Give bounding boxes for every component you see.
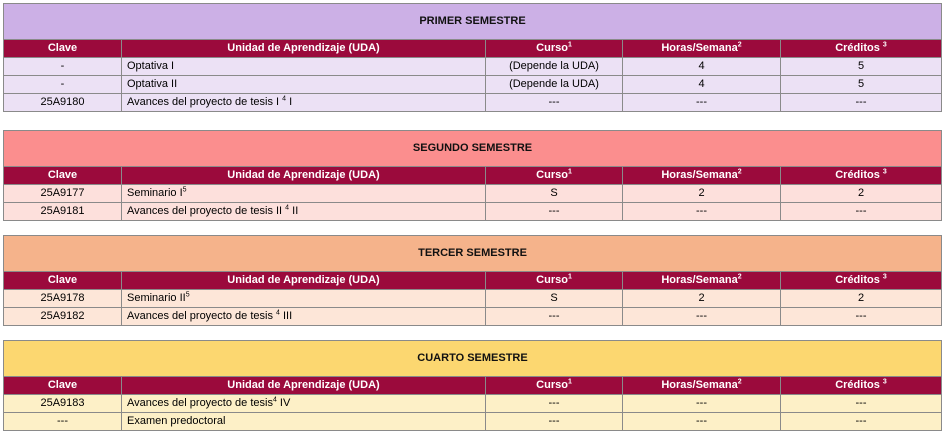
cell-curso: (Depende la UDA)	[486, 58, 623, 76]
cell-creditos: 2	[781, 290, 942, 308]
cell-horas: 2	[623, 185, 781, 203]
cell-curso: S	[486, 290, 623, 308]
header-curso: Curso$^1$	[486, 377, 623, 395]
semester-4-header-row	[4, 377, 942, 395]
cell-creditos: 5	[781, 76, 942, 94]
cell-curso: S	[486, 185, 623, 203]
cell-uda: Optativa I	[122, 58, 486, 76]
header-creditos: Créditos $^3$	[781, 377, 942, 395]
header-creditos: Créditos $^3$	[781, 167, 942, 185]
cell-uda: Avances del proyecto de tesis$^4$ IV	[122, 395, 486, 413]
header-clave: Clave	[4, 167, 122, 185]
cell-horas: ---	[623, 413, 781, 431]
cell-uda: Avances del proyecto de tesis I $^4$ I	[122, 94, 486, 112]
cell-creditos: ---	[781, 308, 942, 326]
header-curso: Curso$^1$	[486, 272, 623, 290]
semester-3-title: TERCER SEMESTRE	[4, 236, 942, 272]
semester-2-block	[3, 130, 941, 221]
cell-horas: ---	[623, 395, 781, 413]
cell-clave: 25A9182	[4, 308, 122, 326]
cell-uda: Seminario $I^5$	[122, 185, 486, 203]
cell-creditos: 2	[781, 185, 942, 203]
header-uda: Unidad de Aprendizaje (UDA)	[122, 40, 486, 58]
cell-uda: Examen predoctoral	[122, 413, 486, 431]
cell-creditos: ---	[781, 94, 942, 112]
header-creditos: Créditos $^3$	[781, 40, 942, 58]
cell-uda: Avances del proyecto de tesis II $^4$ II	[122, 203, 486, 221]
table-row	[4, 308, 942, 326]
cell-creditos: ---	[781, 413, 942, 431]
header-horas: Horas/Semana$^2$	[623, 167, 781, 185]
cell-horas: ---	[623, 308, 781, 326]
semester-2-table	[3, 130, 942, 221]
semester-1-block	[3, 3, 941, 112]
cell-uda: Seminario $II^5$	[122, 290, 486, 308]
table-row	[4, 290, 942, 308]
cell-clave: 25A9183	[4, 395, 122, 413]
semester-2-header-row	[4, 167, 942, 185]
semester-2-title: SEGUNDO SEMESTRE	[4, 131, 942, 167]
table-row	[4, 76, 942, 94]
header-curso: Curso$^1$	[486, 167, 623, 185]
header-clave: Clave	[4, 40, 122, 58]
table-row	[4, 203, 942, 221]
cell-uda: Avances del proyecto de tesis $^4$ III	[122, 308, 486, 326]
cell-horas: ---	[623, 94, 781, 112]
header-uda: Unidad de Aprendizaje (UDA)	[122, 272, 486, 290]
header-curso: Curso$^1$	[486, 40, 623, 58]
cell-curso: ---	[486, 203, 623, 221]
semester-1-table	[3, 3, 942, 112]
cell-clave: 25A9181	[4, 203, 122, 221]
cell-clave: ---	[4, 413, 122, 431]
cell-horas: ---	[623, 203, 781, 221]
semester-4-table	[3, 340, 942, 431]
cell-curso: ---	[486, 94, 623, 112]
cell-clave: -	[4, 76, 122, 94]
header-horas: Horas/Semana$^2$	[623, 40, 781, 58]
header-creditos: Créditos $^3$	[781, 272, 942, 290]
cell-curso: (Depende la UDA)	[486, 76, 623, 94]
semester-4-block	[3, 340, 941, 431]
semester-3-block	[3, 235, 941, 326]
cell-clave: 25A9180	[4, 94, 122, 112]
table-row	[4, 395, 942, 413]
header-uda: Unidad de Aprendizaje (UDA)	[122, 377, 486, 395]
cell-horas: 4	[623, 58, 781, 76]
header-horas: Horas/Semana$^2$	[623, 377, 781, 395]
cell-curso: ---	[486, 395, 623, 413]
header-horas: Horas/Semana$^2$	[623, 272, 781, 290]
semester-3-header-row	[4, 272, 942, 290]
header-clave: Clave	[4, 377, 122, 395]
cell-uda: Optativa II	[122, 76, 486, 94]
table-row	[4, 94, 942, 112]
cell-horas: 4	[623, 76, 781, 94]
cell-creditos: ---	[781, 203, 942, 221]
cell-creditos: 5	[781, 58, 942, 76]
header-uda: Unidad de Aprendizaje (UDA)	[122, 167, 486, 185]
semester-3-table	[3, 235, 942, 326]
table-row	[4, 185, 942, 203]
cell-clave: 25A9178	[4, 290, 122, 308]
cell-curso: ---	[486, 413, 623, 431]
header-clave: Clave	[4, 272, 122, 290]
cell-horas: 2	[623, 290, 781, 308]
table-row	[4, 413, 942, 431]
cell-clave: -	[4, 58, 122, 76]
cell-curso: ---	[486, 308, 623, 326]
cell-clave: 25A9177	[4, 185, 122, 203]
cell-creditos: ---	[781, 395, 942, 413]
semester-4-title: CUARTO SEMESTRE	[4, 341, 942, 377]
semester-1-title: PRIMER SEMESTRE	[4, 4, 942, 40]
semester-1-header-row	[4, 40, 942, 58]
table-row	[4, 58, 942, 76]
